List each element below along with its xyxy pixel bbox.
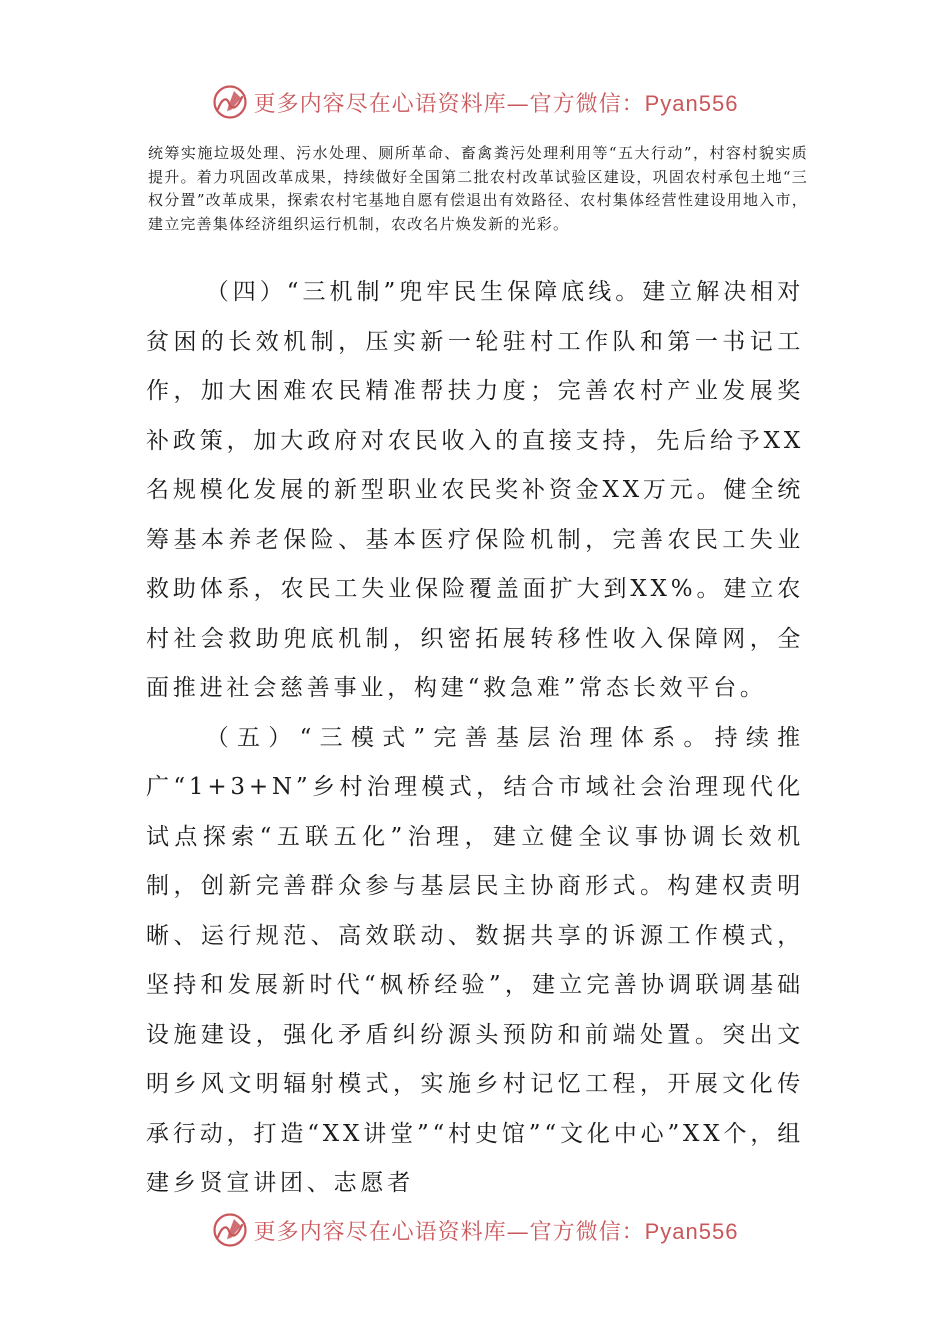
intro-paragraph: 统筹实施垃圾处理、污水处理、厕所革命、畜禽粪污处理利用等“五大行动”，村容村貌实质提升。着力巩固改革成果，持续做好全国第二批农村改革试验区建设，巩固农村承包土地“三权分置”改革成果，探索农村宅基地自愿有偿退出有效路径、农村集体经营性建设用地入市，建立完善集体经济组织运行机制，农改名片焕发新的光彩。 [148, 144, 808, 233]
wechat-id: Pyan556 [644, 90, 739, 116]
pen-signature-icon [212, 1212, 248, 1248]
section-four-paragraph: （四）“三机制”兜牢民生保障底线。建立解决相对贫困的长效机制，压实新一轮驻村工作队和第一书记工作，加大困难农民精准帮扶力度；完善农村产业发展奖补政策，加大政府对农民收入的直接支持，先后给予XX名规模化发展的新型职业农民奖补资金XX万元。健全统筹基本养老保险、基本医疗保险机制，完善农民工失业救助体系，农民工失业保险覆盖面扩大到XX%。建立农村社会救助兜底机制，织密拓展转移性收入保障网，全面推进社会慈善事业，构建“救急难”常态长效平台。 [146, 279, 804, 701]
header-banner-text: 更多内容尽在心语资料库—官方微信：Pyan556 [253, 90, 739, 117]
section-five-paragraph: （五）“三模式”完善基层治理体系。持续推广“1+3+N”乡村治理模式，结合市域社会治理现代化试点探索“五联五化”治理，建立健全议事协调长效机制，创新完善群众参与基层民主协商形式。构建权责明晰、运行规范、高效联动、数据共享的诉源工作模式，坚持和发展新时代“枫桥经验”，建立完善协调联调基础设施建设，强化矛盾纠纷源头预防和前端处置。突出文明乡风文明辐射模式，实施乡村记忆工程，开展文化传承行动，打造“XX讲堂”“村史馆”“文化中心”XX个，组建乡贤宣讲团、志愿者 [146, 724, 804, 1196]
document-body [146, 268, 804, 1209]
footer-banner-text: 更多内容尽在心语资料库—官方微信：Pyan556 [253, 1218, 739, 1245]
footer-banner [0, 1208, 950, 1252]
pen-signature-icon [212, 84, 248, 120]
header-banner [0, 80, 950, 124]
wechat-id: Pyan556 [644, 1218, 739, 1244]
